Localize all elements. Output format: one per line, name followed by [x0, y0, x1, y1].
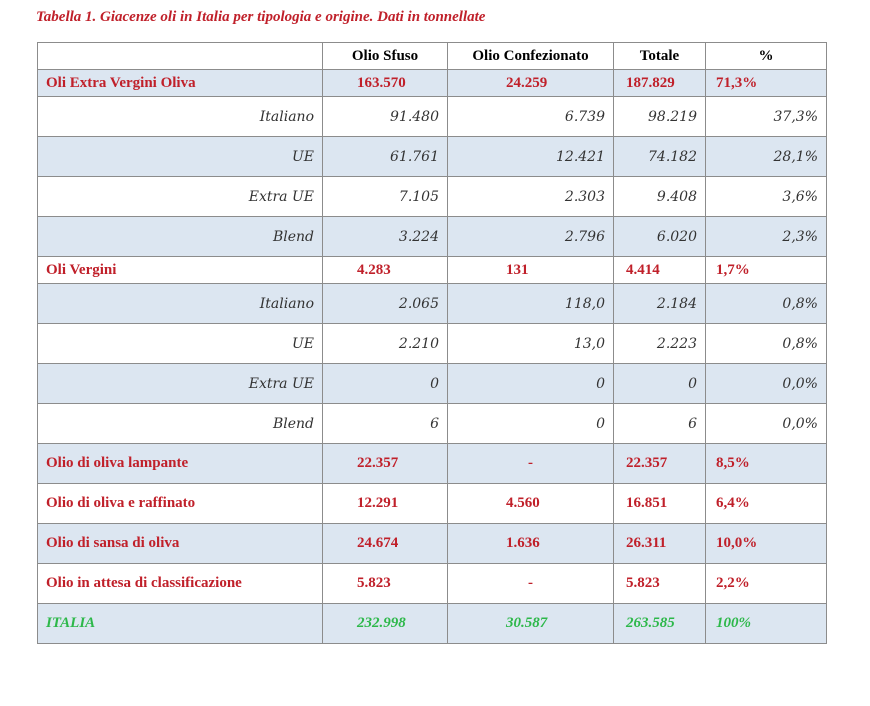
cell-percent: 3,6%: [706, 177, 827, 217]
cell-sfuso: 0: [323, 364, 448, 404]
cell-confezionato: 24.259: [448, 70, 614, 97]
cell-sfuso: 163.570: [323, 70, 448, 97]
row-label: Olio di sansa di oliva: [38, 524, 323, 564]
cell-confezionato: -: [448, 444, 614, 484]
table-row: [38, 177, 827, 217]
cell-percent: 2,3%: [706, 217, 827, 257]
cell-confezionato: 2.303: [448, 177, 614, 217]
cell-totale: 0: [614, 364, 706, 404]
cell-totale: 2.223: [614, 324, 706, 364]
table-title: Tabella 1. Giacenze oli in Italia per tipologia e origine. Dati in tonnellate: [36, 9, 486, 25]
cell-totale: 98.219: [614, 97, 706, 137]
row-label: Olio di oliva e raffinato: [38, 484, 323, 524]
cell-percent: 0,0%: [706, 364, 827, 404]
cell-percent: 28,1%: [706, 137, 827, 177]
table-row: [38, 484, 827, 524]
cell-percent: 10,0%: [706, 524, 827, 564]
header-empty: [38, 43, 323, 70]
cell-totale: 9.408: [614, 177, 706, 217]
cell-totale: 5.823: [614, 564, 706, 604]
cell-percent: 71,3%: [706, 70, 827, 97]
cell-sfuso: 61.761: [323, 137, 448, 177]
table-row: [38, 364, 827, 404]
cell-percent: 0,0%: [706, 404, 827, 444]
cell-totale: 6.020: [614, 217, 706, 257]
cell-confezionato: 118,0: [448, 284, 614, 324]
row-label: Extra UE: [38, 364, 323, 404]
cell-totale: 26.311: [614, 524, 706, 564]
cell-confezionato: 4.560: [448, 484, 614, 524]
row-label: UE: [38, 137, 323, 177]
cell-totale: 16.851: [614, 484, 706, 524]
cell-sfuso: 91.480: [323, 97, 448, 137]
table-row: [38, 324, 827, 364]
row-label: Italiano: [38, 284, 323, 324]
cell-confezionato: 1.636: [448, 524, 614, 564]
cell-confezionato: 12.421: [448, 137, 614, 177]
cell-confezionato: 131: [448, 257, 614, 284]
table-row: [38, 444, 827, 484]
cell-confezionato: 13,0: [448, 324, 614, 364]
table-row: [38, 70, 827, 97]
cell-sfuso: 2.065: [323, 284, 448, 324]
cell-sfuso: 3.224: [323, 217, 448, 257]
cell-percent: 37,3%: [706, 97, 827, 137]
stock-table: [37, 42, 827, 644]
row-label: Olio di oliva lampante: [38, 444, 323, 484]
header-row: [38, 43, 827, 70]
table-row: [38, 257, 827, 284]
cell-confezionato: 2.796: [448, 217, 614, 257]
cell-totale: 263.585: [614, 604, 706, 644]
row-label: ITALIA: [38, 604, 323, 644]
row-label: Oli Vergini: [38, 257, 323, 284]
header-olio-sfuso: Olio Sfuso: [323, 43, 448, 70]
cell-sfuso: 22.357: [323, 444, 448, 484]
cell-totale: 22.357: [614, 444, 706, 484]
header-percent: %: [706, 43, 827, 70]
cell-percent: 2,2%: [706, 564, 827, 604]
cell-percent: 8,5%: [706, 444, 827, 484]
cell-sfuso: 232.998: [323, 604, 448, 644]
table-row: [38, 564, 827, 604]
cell-totale: 6: [614, 404, 706, 444]
header-totale: Totale: [614, 43, 706, 70]
cell-percent: 6,4%: [706, 484, 827, 524]
cell-percent: 0,8%: [706, 284, 827, 324]
cell-totale: 2.184: [614, 284, 706, 324]
cell-percent: 1,7%: [706, 257, 827, 284]
cell-confezionato: -: [448, 564, 614, 604]
row-label: Italiano: [38, 97, 323, 137]
cell-sfuso: 24.674: [323, 524, 448, 564]
cell-confezionato: 30.587: [448, 604, 614, 644]
table-row: [38, 97, 827, 137]
cell-sfuso: 5.823: [323, 564, 448, 604]
cell-sfuso: 4.283: [323, 257, 448, 284]
cell-sfuso: 12.291: [323, 484, 448, 524]
cell-totale: 74.182: [614, 137, 706, 177]
row-label: Olio in attesa di classificazione: [38, 564, 323, 604]
cell-confezionato: 0: [448, 364, 614, 404]
cell-totale: 4.414: [614, 257, 706, 284]
table-row: [38, 524, 827, 564]
cell-totale: 187.829: [614, 70, 706, 97]
cell-confezionato: 0: [448, 404, 614, 444]
row-label: Blend: [38, 217, 323, 257]
table-row: [38, 404, 827, 444]
cell-confezionato: 6.739: [448, 97, 614, 137]
row-label: Blend: [38, 404, 323, 444]
table-row: [38, 284, 827, 324]
cell-percent: 100%: [706, 604, 827, 644]
cell-percent: 0,8%: [706, 324, 827, 364]
table-row: [38, 137, 827, 177]
row-label: UE: [38, 324, 323, 364]
cell-sfuso: 2.210: [323, 324, 448, 364]
row-label: Oli Extra Vergini Oliva: [38, 70, 323, 97]
cell-sfuso: 7.105: [323, 177, 448, 217]
header-olio-confezionato: Olio Confezionato: [448, 43, 614, 70]
row-label: Extra UE: [38, 177, 323, 217]
total-row: [38, 604, 827, 644]
table-row: [38, 217, 827, 257]
cell-sfuso: 6: [323, 404, 448, 444]
